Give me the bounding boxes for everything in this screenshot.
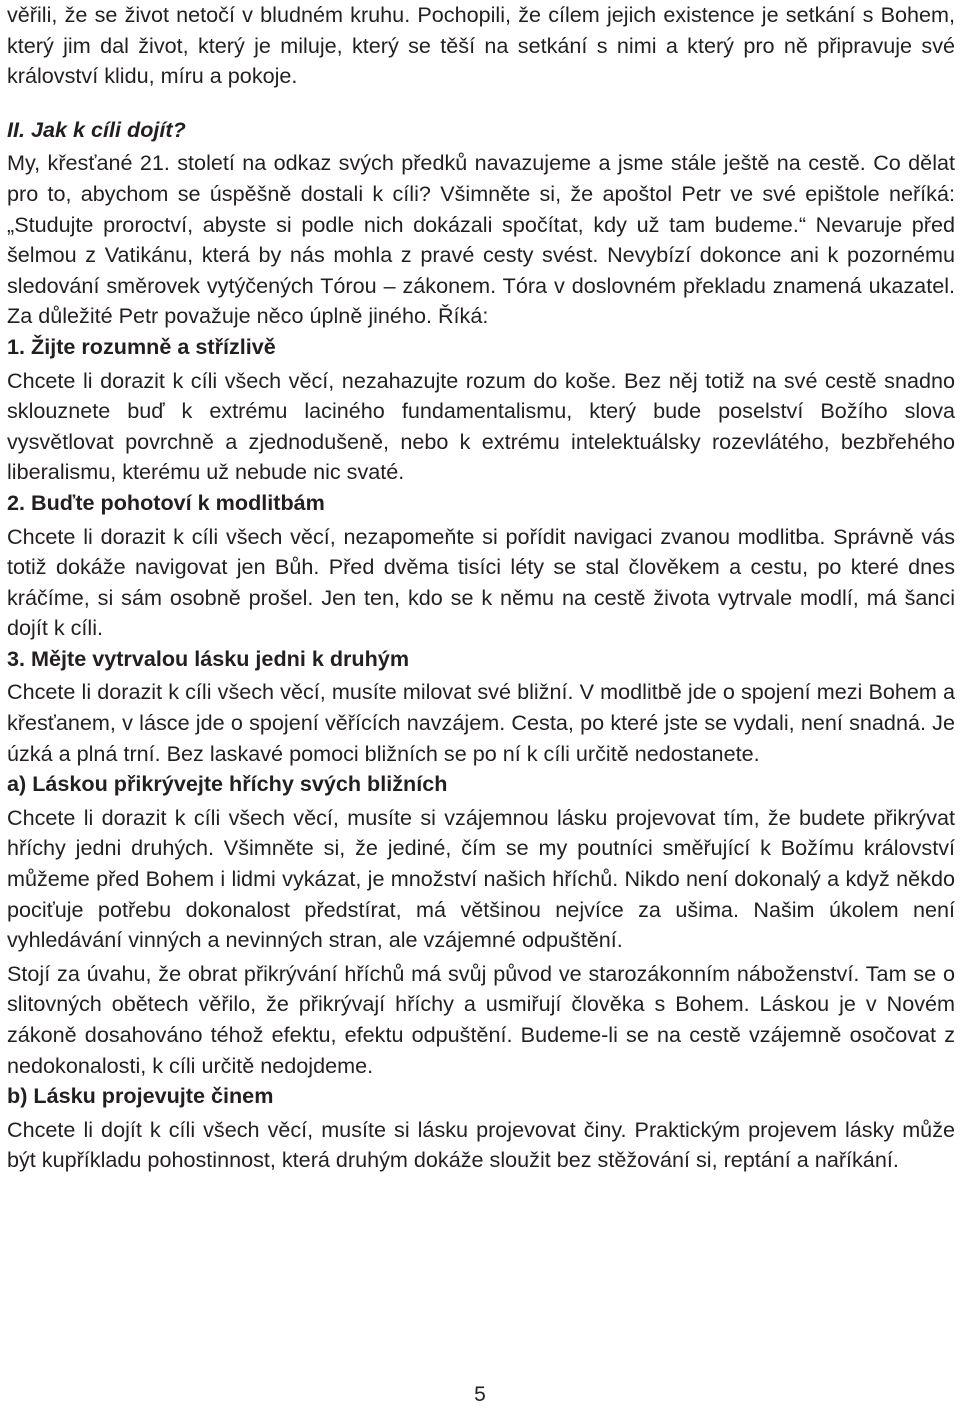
point-b-paragraph: Chcete li dojít k cíli všech věcí, musíte si lásku projevovat činy. Praktickým projevem lásky může být kupříkladu pohostinnost, která druhým dokáže sloužit bez stěžování si, reptání a naříkání.	[7, 1116, 955, 1173]
section-paragraph: My, křesťané 21. století na odkaz svých předků navazujeme a jsme stále ještě na cestě. Co dělat pro to, abychom se úspěšně dostali k cíli? Všimněte si, že apoštol Petr ve své epištole neříká: „Studujte proroctví, abyste si podle nich dokázali spočítat, kdy už tam budeme.“ Nevaruje před šelmou z Vatikánu, která by nás mohla z pravé cesty svést. Nevybízí dokonce ani k pozornému sledování směrovek vytýčených Tórou – zákonem. Tóra v doslovném překladu znamená ukazatel. Za důležité Petr považuje něco úplně jiného. Říká:	[7, 150, 955, 329]
point-a-heading: a) Láskou přikrývejte hříchy svých bližních	[7, 771, 448, 797]
page-number: 5	[474, 1383, 486, 1406]
page-content	[7, 0, 955, 1176]
point-a-paragraph-1: Chcete li dorazit k cíli všech věcí, musíte si vzájemnou lásku projevovat tím, že budete přikrývat hříchy jedni druhých. Všimněte si, že jediné, čím se my poutníci směřující k Božímu království můžeme před Bohem i lidmi vykázat, je množství našich hříchů. Nikdo není dokonalý a když někdo pociťuje potřebu dokonalost předstírat, má většinou nejvíce za ušima. Našim úkolem není vyhledávání vinných a nevinných stran, ale vzájemné odpuštění.	[7, 804, 955, 953]
point-1-paragraph: Chcete li dorazit k cíli všech věcí, nezahazujte rozum do koše. Bez něj totiž na své cestě snadno sklouznete buď k extrému laciného fundamentalismu, který bude poselství Božího slova vysvětlovat povrchně a zjednodušeně, nebo k extrému intelektuálsky rozevlátého, bezbřehého liberalismu, kterému už nebude nic svaté.	[7, 367, 955, 485]
point-b-heading: b) Lásku projevujte činem	[7, 1083, 274, 1109]
intro-paragraph: věřili, že se život netočí v bludném kruhu. Pochopili, že cílem jejich existence je setkání s Bohem, který jim dal život, který je miluje, který se těší na setkání s nimi a který pro ně připravuje své království klidu, míru a pokoje.	[7, 2, 955, 89]
point-3-paragraph: Chcete li dorazit k cíli všech věcí, musíte milovat své bližní. V modlitbě jde o spojení mezi Bohem a křesťanem, v lásce jde o spojení věřících navzájem. Cesta, po které jste se vydali, není snadná. Je úzká a plná trní. Bez laskavé pomoci bližních se po ní k cíli určitě nedostanete.	[7, 679, 955, 766]
point-2-heading: 2. Buďte pohotoví k modlitbám	[7, 489, 325, 515]
point-3-heading: 3. Mějte vytrvalou lásku jedni k druhým	[7, 645, 410, 671]
point-a-paragraph-2: Stojí za úvahu, že obrat přikrývání hříchů má svůj původ ve starozákonním náboženství. Tam se o slitovných obětech věřilo, že přikrývají hříchy a usmiřují člověka s Bohem. Láskou je v Novém zákoně dosahováno téhož efektu, efektu odpuštění. Budeme-li se na cestě vzájemně osočovat z nedokonalosti, k cíli určitě nedojdeme.	[7, 960, 955, 1078]
section-heading-how-to-reach-goal: II. Jak k cíli dojít?	[7, 116, 186, 142]
point-1-heading: 1. Žijte rozumně a střízlivě	[7, 333, 276, 359]
point-2-paragraph: Chcete li dorazit k cíli všech věcí, nezapomeňte si pořídit navigaci zvanou modlitba. Správně vás totiž dokáže navigovat jen Bůh. Před dvěma tisíci léty se stal člověkem a cestu, po které dnes kráčíme, si sám osobně prošel. Jen ten, kdo se k němu na cestě života vytrvale modlí, má šanci dojít k cíli.	[7, 523, 955, 641]
